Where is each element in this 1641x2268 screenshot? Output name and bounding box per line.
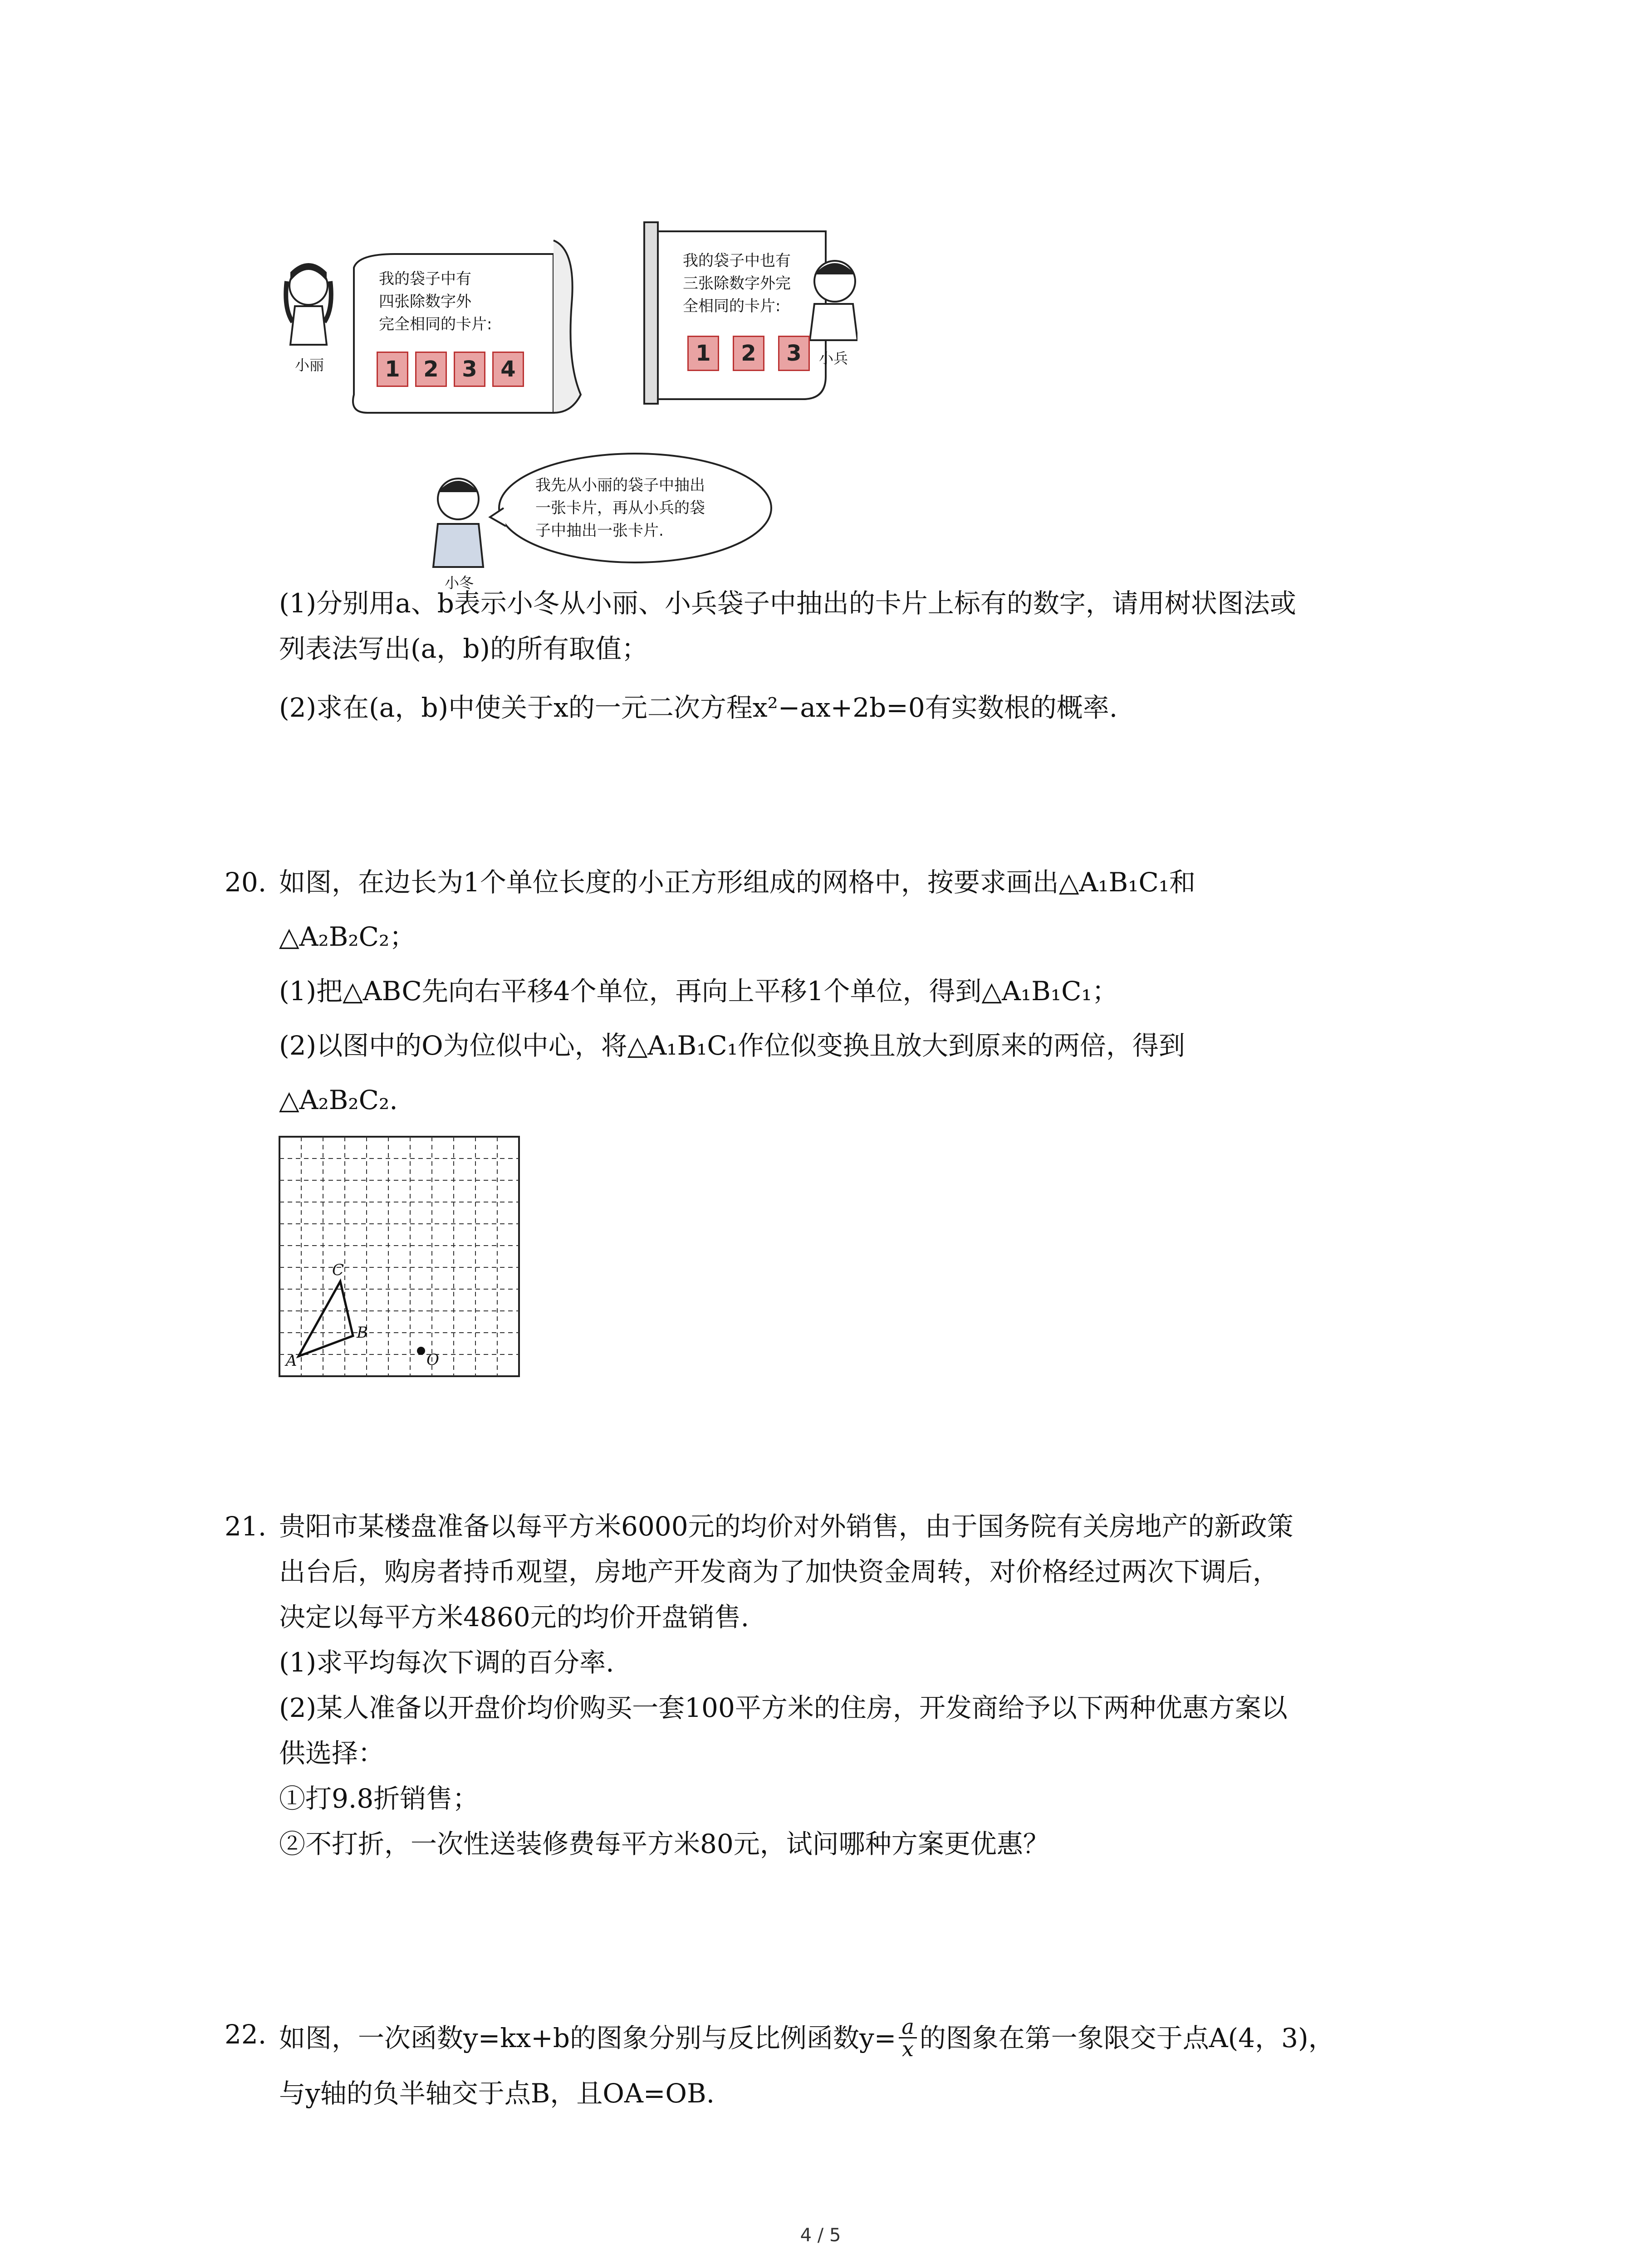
xiaobing-card: 2 — [733, 336, 764, 371]
label-c: C — [332, 1261, 344, 1279]
q22-number: 22. — [225, 2019, 267, 2050]
xiaodong-speech-line: 子中抽出一张卡片. — [535, 522, 664, 540]
q21-option1: ①打9.8折销售； — [279, 1783, 479, 1814]
cartoon-illustration — [259, 213, 857, 594]
xiaoli-card: 2 — [415, 352, 447, 387]
label-b: B — [357, 1324, 368, 1342]
xiaobing-speech-line: 全相同的卡片: — [683, 297, 781, 315]
xiaoli-name: 小丽 — [295, 357, 324, 374]
page-number: 4 / 5 — [800, 2225, 841, 2246]
xiaodong-speech-line: 一张卡片，再从小兵的袋 — [535, 499, 705, 517]
xiaoli-speech-line: 四张除数字外 — [379, 293, 471, 311]
fraction-a-over-x — [899, 2016, 916, 2059]
xiaobing-speech-line: 三张除数字外完 — [683, 274, 791, 293]
q22-line2: 与y轴的负半轴交于点B，且OA=OB. — [279, 2078, 715, 2109]
q19-part2: (2)求在(a，b)中使关于x的一元二次方程x²−ax+2b=0有实数根的概率. — [279, 692, 1118, 723]
q20-part2-line1: (2)以图中的O为位似中心，将△A₁B₁C₁作位似变换且放大到原来的两倍，得到 — [279, 1030, 1185, 1061]
fraction-denominator: x — [902, 2037, 914, 2061]
label-a: A — [286, 1352, 297, 1370]
xiaodong-name: 小冬 — [445, 574, 474, 591]
xiaodong-figure — [433, 479, 483, 567]
q22-line1 — [279, 2016, 1335, 2059]
q20-number: 20. — [225, 867, 267, 898]
label-o: O — [426, 1351, 439, 1369]
q21-line2: 出台后，购房者持币观望，房地产开发商为了加快资金周转，对价格经过两次下调后， — [279, 1556, 1279, 1587]
q21-part2-line2: 供选择： — [279, 1738, 385, 1769]
q21-line1: 贵阳市某楼盘准备以每平方米6000元的均价对外销售，由于国务院有关房地产的新政策 — [279, 1511, 1293, 1542]
q21-number: 21. — [225, 1511, 267, 1542]
grid-diagram — [277, 1134, 522, 1379]
q19-part1-line1: (1)分别用a、b表示小冬从小丽、小兵袋子中抽出的卡片上标有的数字，请用树状图法或 — [279, 588, 1296, 619]
xiaoli-speech-line: 我的袋子中有 — [379, 270, 471, 288]
xiaobing-card: 3 — [778, 336, 810, 371]
xiaoli-card: 3 — [454, 352, 485, 387]
q22-line1-part-a: 如图，一次函数y=kx+b的图象分别与反比例函数y= — [279, 2022, 896, 2053]
q20-line2: △A₂B₂C₂； — [279, 921, 416, 952]
grid-figure — [277, 1134, 522, 1379]
xiaoli-card: 4 — [492, 352, 524, 387]
q20-part1: (1)把△ABC先向右平移4个单位，再向上平移1个单位，得到△A₁B₁C₁； — [279, 976, 1118, 1007]
xiaoli-figure — [286, 263, 331, 345]
xiaobing-name: 小兵 — [819, 350, 848, 367]
xiaobing-speech-line: 我的袋子中也有 — [683, 252, 791, 270]
q21-part2-line1: (2)某人准备以开盘价均价购买一套100平方米的住房，开发商给予以下两种优惠方案以 — [279, 1692, 1288, 1723]
q20-line1: 如图，在边长为1个单位长度的小正方形组成的网格中，按要求画出△A₁B₁C₁和 — [279, 867, 1196, 898]
q21-line3: 决定以每平方米4860元的均价开盘销售. — [279, 1602, 749, 1633]
q20-part2-line2: △A₂B₂C₂. — [279, 1085, 398, 1115]
q19-part1-line2: 列表法写出(a，b)的所有取值； — [279, 633, 648, 664]
xiaobing-card: 1 — [687, 336, 719, 371]
xiaodong-speech-line: 我先从小丽的袋子中抽出 — [535, 476, 705, 494]
q22-line1-part-b: 的图象在第一象限交于点A(4，3)， — [919, 2022, 1335, 2053]
point-o — [417, 1347, 425, 1355]
xiaoli-card: 1 — [377, 352, 408, 387]
xiaoli-speech-line: 完全相同的卡片: — [379, 315, 492, 333]
q21-option2: ②不打折，一次性送装修费每平方米80元，试问哪种方案更优惠？ — [279, 1828, 1049, 1859]
fraction-numerator: a — [899, 2016, 916, 2038]
q21-part1: (1)求平均每次下调的百分率. — [279, 1647, 614, 1678]
